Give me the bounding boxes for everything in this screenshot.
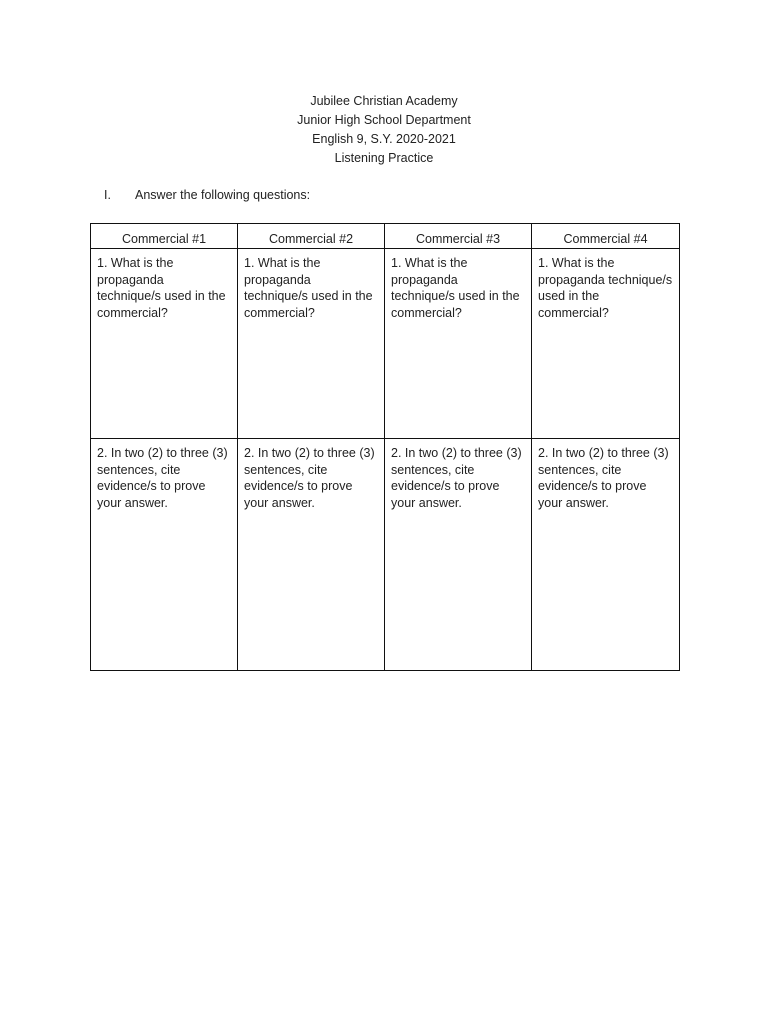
instruction-line (104, 186, 310, 204)
course-title: English 9, S.Y. 2020-2021 (312, 132, 456, 146)
question-1-cell-commercial-1[interactable]: 1. What is the propaganda technique/s used in the commercial? (91, 249, 238, 439)
question-2-cell-commercial-3[interactable]: 2. In two (2) to three (3) sentences, cite evidence/s to prove your answer. (385, 439, 532, 671)
column-header-commercial-1: Commercial #1 (91, 224, 238, 249)
school-name: Jubilee Christian Academy (310, 94, 458, 108)
column-header-commercial-4: Commercial #4 (532, 224, 680, 249)
question-2-cell-commercial-1[interactable]: 2. In two (2) to three (3) sentences, cite evidence/s to prove your answer. (91, 439, 238, 671)
instruction-text: Answer the following questions: (135, 188, 311, 202)
document-header (0, 92, 768, 168)
question-1-cell-commercial-2[interactable]: 1. What is the propaganda technique/s used in the commercial? (238, 249, 385, 439)
table-header-row (91, 224, 680, 249)
instruction-number: I. (104, 188, 111, 202)
column-header-commercial-2: Commercial #2 (238, 224, 385, 249)
question-2-cell-commercial-2[interactable]: 2. In two (2) to three (3) sentences, cite evidence/s to prove your answer. (238, 439, 385, 671)
activity-title: Listening Practice (334, 151, 434, 165)
department-name: Junior High School Department (297, 113, 471, 127)
column-header-commercial-3: Commercial #3 (385, 224, 532, 249)
question-1-cell-commercial-3[interactable]: 1. What is the propaganda technique/s used in the commercial? (385, 249, 532, 439)
question-2-cell-commercial-4[interactable]: 2. In two (2) to three (3) sentences, cite evidence/s to prove your answer. (532, 439, 680, 671)
worksheet-table (90, 223, 680, 671)
question-1-cell-commercial-4[interactable]: 1. What is the propaganda technique/s used in the commercial? (532, 249, 680, 439)
table-row (91, 249, 680, 439)
table-row (91, 439, 680, 671)
